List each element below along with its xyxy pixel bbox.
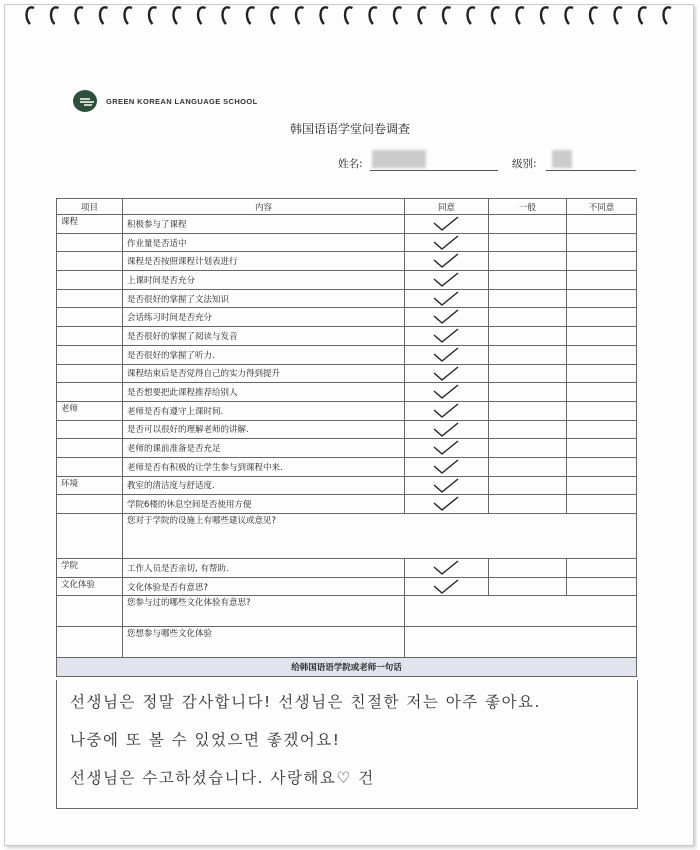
category-cell: 老师: [57, 401, 123, 420]
agree-cell[interactable]: [405, 495, 489, 514]
spiral-ring: [125, 7, 132, 24]
checkmark-icon: [431, 383, 461, 400]
agree-cell[interactable]: [405, 252, 489, 271]
category-cell: 学院: [57, 559, 123, 578]
spiral-ring: [76, 7, 83, 24]
category-cell: [57, 345, 123, 364]
checkmark-icon: [431, 559, 461, 576]
category-cell: [57, 308, 123, 327]
spiral-ring: [174, 7, 181, 24]
neutral-cell[interactable]: [489, 577, 567, 596]
table-row: [57, 577, 637, 596]
spiral-ring: [394, 7, 401, 24]
table-row: [57, 289, 637, 308]
disagree-cell[interactable]: [567, 559, 637, 578]
col-header-neutral: 一般: [489, 199, 567, 215]
spiral-ring: [541, 7, 548, 24]
open-question-row: [57, 596, 637, 627]
col-header-agree: 同意: [405, 199, 489, 215]
spiral-ring: [664, 7, 671, 24]
question-text: 工作人员是否亲切, 有帮助.: [123, 559, 405, 578]
question-text: 课程结束后是否觉得自己的实力得到提升: [123, 364, 405, 383]
table-header-row: [57, 199, 637, 215]
school-logo: [72, 88, 258, 114]
category-cell: [57, 327, 123, 346]
question-text: 作业量是否适中: [123, 233, 405, 252]
level-label: 级别:: [512, 158, 537, 170]
question-text: 是否可以很好的理解老师的讲解.: [123, 420, 405, 439]
question-text: 是否很好的掌握了文法知识: [123, 289, 405, 308]
neutral-cell[interactable]: [489, 401, 567, 420]
checkmark-icon: [431, 477, 461, 494]
table-row: [57, 252, 637, 271]
agree-cell[interactable]: [405, 383, 489, 402]
question-text: 老师是否有积极的让学生参与到课程中来.: [123, 457, 405, 476]
category-cell: [57, 495, 123, 514]
question-text: 老师的课前准备是否充足: [123, 439, 405, 458]
disagree-cell[interactable]: [567, 233, 637, 252]
disagree-cell[interactable]: [567, 345, 637, 364]
spiral-ring: [443, 7, 450, 24]
agree-cell[interactable]: [405, 215, 489, 234]
disagree-cell[interactable]: [567, 439, 637, 458]
question-text: 学院6楼的休息空间是否使用方便: [123, 495, 405, 514]
handwritten-line-3: 선생님은 수고하셨습니다. 사랑해요♡ 건: [70, 769, 375, 787]
open-question-culture-future: 您想参与哪些文化体验: [123, 627, 405, 658]
disagree-cell[interactable]: [567, 476, 637, 495]
table-row: [57, 457, 637, 476]
spiral-ring: [345, 7, 352, 24]
level-redacted: [552, 150, 572, 168]
category-cell: 课程: [57, 215, 123, 234]
table-row: [57, 401, 637, 420]
spiral-binding: [20, 2, 690, 28]
handwritten-line-1: 선생님은 정말 감사합니다! 선생님은 친절한 저는 아주 좋아요.: [70, 693, 541, 711]
spiral-ring: [198, 7, 205, 24]
table-row: [57, 271, 637, 290]
category-cell: [57, 596, 123, 627]
checkmark-icon: [431, 578, 461, 595]
spiral-ring: [492, 7, 499, 24]
spiral-ring: [223, 7, 230, 24]
category-cell: [57, 271, 123, 290]
col-header-disagree: 不同意: [567, 199, 637, 215]
category-cell: [57, 383, 123, 402]
answer-cell[interactable]: [405, 596, 637, 627]
spiral-ring: [517, 7, 524, 24]
category-cell: [57, 289, 123, 308]
handwritten-line-2: 나중에 또 볼 수 있었으면 좋겠어요!: [70, 731, 341, 749]
neutral-cell[interactable]: [489, 420, 567, 439]
agree-cell[interactable]: [405, 559, 489, 578]
category-cell: [57, 627, 123, 658]
checkmark-icon: [431, 215, 461, 232]
checkmark-icon: [431, 365, 461, 382]
checkmark-icon: [431, 252, 461, 269]
disagree-cell[interactable]: [567, 495, 637, 514]
agree-cell[interactable]: [405, 577, 489, 596]
school-name: GREEN KOREAN LANGUAGE SCHOOL: [106, 96, 258, 106]
spiral-ring: [100, 7, 107, 24]
spiral-ring: [615, 7, 622, 24]
checkmark-icon: [431, 346, 461, 363]
category-cell: [57, 514, 123, 559]
neutral-cell[interactable]: [489, 271, 567, 290]
table-row: [57, 559, 637, 578]
neutral-cell[interactable]: [489, 364, 567, 383]
agree-cell[interactable]: [405, 476, 489, 495]
neutral-cell[interactable]: [489, 345, 567, 364]
name-underline: [370, 170, 498, 171]
table-row: [57, 420, 637, 439]
disagree-cell[interactable]: [567, 577, 637, 596]
neutral-cell[interactable]: [489, 559, 567, 578]
spiral-ring: [370, 7, 377, 24]
table-row: [57, 345, 637, 364]
checkmark-icon: [431, 458, 461, 475]
disagree-cell[interactable]: [567, 252, 637, 271]
name-label: 姓名:: [338, 158, 363, 170]
neutral-cell[interactable]: [489, 215, 567, 234]
question-text: 是否很好的掌握了阅读与发音: [123, 327, 405, 346]
table-row: [57, 215, 637, 234]
spiral-ring: [272, 7, 279, 24]
table-row: [57, 495, 637, 514]
checkmark-icon: [431, 290, 461, 307]
open-question-facilities: 您对于学院的设施上有哪些建议或意见?: [123, 514, 637, 559]
checkmark-icon: [431, 327, 461, 344]
survey-table: [56, 198, 637, 677]
agree-cell[interactable]: [405, 289, 489, 308]
spiral-ring: [468, 7, 475, 24]
table-row: [57, 308, 637, 327]
checkmark-icon: [431, 402, 461, 419]
agree-cell[interactable]: [405, 439, 489, 458]
answer-cell[interactable]: [405, 627, 637, 658]
category-cell: [57, 420, 123, 439]
neutral-cell[interactable]: [489, 383, 567, 402]
neutral-cell[interactable]: [489, 233, 567, 252]
question-text: 是否很好的掌握了听力.: [123, 345, 405, 364]
open-question-row: [57, 627, 637, 658]
disagree-cell[interactable]: [567, 457, 637, 476]
question-text: 课程是否按照课程计划表进行: [123, 252, 405, 271]
logo-icon: [72, 88, 102, 114]
spiral-ring: [51, 7, 58, 24]
spiral-ring: [321, 7, 328, 24]
table-row: [57, 476, 637, 495]
spiral-ring: [149, 7, 156, 24]
disagree-cell[interactable]: [567, 289, 637, 308]
category-cell: [57, 364, 123, 383]
question-text: 上课时间是否充分: [123, 271, 405, 290]
agree-cell[interactable]: [405, 420, 489, 439]
checkmark-icon: [431, 234, 461, 251]
question-text: 教室的清洁度与舒适度.: [123, 476, 405, 495]
disagree-cell[interactable]: [567, 420, 637, 439]
agree-cell[interactable]: [405, 401, 489, 420]
disagree-cell[interactable]: [567, 327, 637, 346]
table-row: [57, 364, 637, 383]
question-text: 老师是否有遵守上课时间.: [123, 401, 405, 420]
neutral-cell[interactable]: [489, 308, 567, 327]
question-text: 会话练习时间是否充分: [123, 308, 405, 327]
spiral-ring: [419, 7, 426, 24]
agree-cell[interactable]: [405, 271, 489, 290]
agree-cell[interactable]: [405, 345, 489, 364]
category-cell: 文化体验: [57, 577, 123, 596]
disagree-cell[interactable]: [567, 383, 637, 402]
question-text: 积极参与了课程: [123, 215, 405, 234]
agree-cell[interactable]: [405, 308, 489, 327]
open-question-row: [57, 514, 637, 559]
neutral-cell[interactable]: [489, 327, 567, 346]
spiral-ring: [590, 7, 597, 24]
question-text: 文化体验是否有意思?: [123, 577, 405, 596]
neutral-cell[interactable]: [489, 252, 567, 271]
level-underline: [546, 170, 636, 171]
category-cell: [57, 457, 123, 476]
checkmark-icon: [431, 439, 461, 456]
checkmark-icon: [431, 495, 461, 512]
table-row: [57, 327, 637, 346]
disagree-cell[interactable]: [567, 308, 637, 327]
checkmark-icon: [431, 308, 461, 325]
disagree-cell[interactable]: [567, 271, 637, 290]
neutral-cell[interactable]: [489, 289, 567, 308]
spiral-ring: [247, 7, 254, 24]
agree-cell[interactable]: [405, 457, 489, 476]
category-cell: [57, 233, 123, 252]
col-header-item: 项目: [57, 199, 123, 215]
name-redacted: [372, 150, 426, 168]
table-row: [57, 439, 637, 458]
open-question-culture-past: 您参与过的哪些文化体验有意思?: [123, 596, 405, 627]
neutral-cell[interactable]: [489, 439, 567, 458]
col-header-content: 内容: [123, 199, 405, 215]
neutral-cell[interactable]: [489, 457, 567, 476]
spiral-ring: [639, 7, 646, 24]
message-header: 给韩国语语学院或老师一句话: [57, 658, 637, 677]
table-row: [57, 233, 637, 252]
agree-cell[interactable]: [405, 233, 489, 252]
neutral-cell[interactable]: [489, 495, 567, 514]
disagree-cell[interactable]: [567, 364, 637, 383]
disagree-cell[interactable]: [567, 215, 637, 234]
checkmark-icon: [431, 271, 461, 288]
page-title: 韩国语语学堂问卷调查: [289, 122, 410, 136]
category-cell: [57, 252, 123, 271]
spiral-ring: [27, 7, 34, 24]
neutral-cell[interactable]: [489, 476, 567, 495]
agree-cell[interactable]: [405, 327, 489, 346]
message-header-row: [57, 658, 637, 677]
table-row: [57, 383, 637, 402]
agree-cell[interactable]: [405, 364, 489, 383]
spiral-ring: [296, 7, 303, 24]
checkmark-icon: [431, 421, 461, 438]
disagree-cell[interactable]: [567, 401, 637, 420]
category-cell: [57, 439, 123, 458]
spiral-ring: [566, 7, 573, 24]
category-cell: 环境: [57, 476, 123, 495]
question-text: 是否想要把此课程推荐给别人: [123, 383, 405, 402]
